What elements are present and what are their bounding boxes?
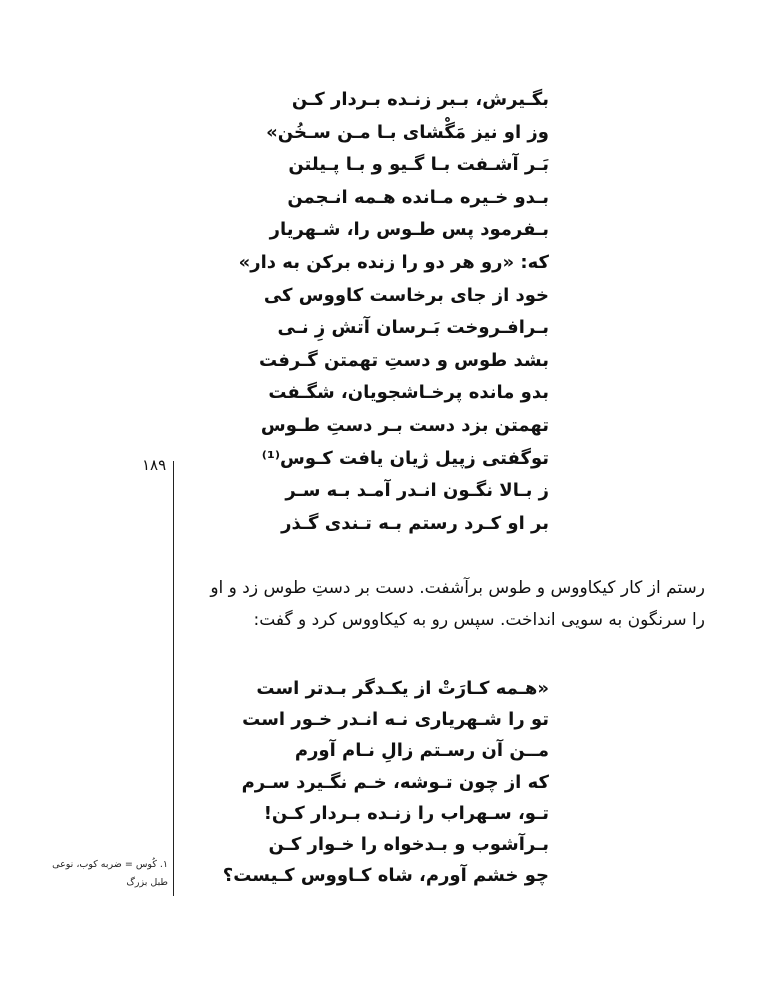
prose-paragraph [145, 572, 705, 636]
verse-line: ز بـالا نگـون انـدر آمـد بـه سـر [285, 480, 549, 502]
verse-line: که: «رو هر دو را زنده برکن به دار» [238, 251, 549, 273]
verse-line: بـدو خـیره مـانده هـمه انـجمن [287, 186, 549, 208]
page-number: ۱۸۹ [142, 456, 167, 474]
verse-line: تـو، سـهراب را زنـده بـردار کـن! [263, 802, 549, 824]
verse-line: «هـمه کـارَتْ از یکـدگر بـدتر است [256, 678, 549, 699]
verse-line: خود از جای برخاست کاووس کی [263, 284, 549, 306]
verse-line: بشد طوس و دستِ تهمتن گـرفت [259, 349, 549, 371]
prose-line: را سرنگون به سویی انداخت. سپس رو به کیکاووس کرد و گفت: [253, 610, 705, 630]
verse-block-2 [222, 673, 549, 891]
footnote [52, 856, 168, 892]
verse-line: که از چون تـوشه، خـم نگـیرد سـرم [241, 771, 549, 793]
footnote-line: ۱. کُوس = ضربه کوب، نوعی [52, 859, 168, 870]
verse-line: بـرآشوب و بـدخواه را خـوار کـن [268, 833, 549, 855]
prose-line: رستم از کار کیکاووس و طوس برآشفت. دست بر دستِ طوس زد و او [210, 578, 705, 598]
verse-line: چو خشم آورم، شاه کـاووس کـیست؟ [222, 865, 549, 887]
verse-line: تو را شـهریاری نـه انـدر خـور است [242, 709, 549, 731]
verse-line: بـرافـروخت بَـرسان آتش زِ نـی [277, 317, 549, 339]
verse-line: وز او نیز مَگْشای بـا مـن سـخُن» [266, 121, 549, 143]
verse-line: بـفرمود پس طـوس را، شـهریار [269, 219, 549, 241]
verse-line: مــن آن رسـتم زالِ نـام آورم [294, 740, 549, 762]
margin-rule [173, 461, 174, 896]
verse-line: توگفتی زپیل ژیان یافت کـوس⁽¹⁾ [261, 447, 549, 469]
verse-line: بَـر آشـفت بـا گـیو و بـا پـیلتن [288, 154, 549, 176]
footnote-line: طبل بزرگ [126, 877, 168, 888]
verse-line: بدو مانده پرخـاشجویان، شگـفت [268, 382, 549, 404]
verse-line: بگـیرش، بـبر زنـده بـردار کـن [291, 89, 549, 110]
verse-line: بر او کـرد رستم بـه تـندی گـذر [281, 512, 549, 534]
verse-line: تهمتن بزد دست بـر دستِ طـوس [260, 414, 549, 436]
verse-block-1 [238, 84, 549, 540]
